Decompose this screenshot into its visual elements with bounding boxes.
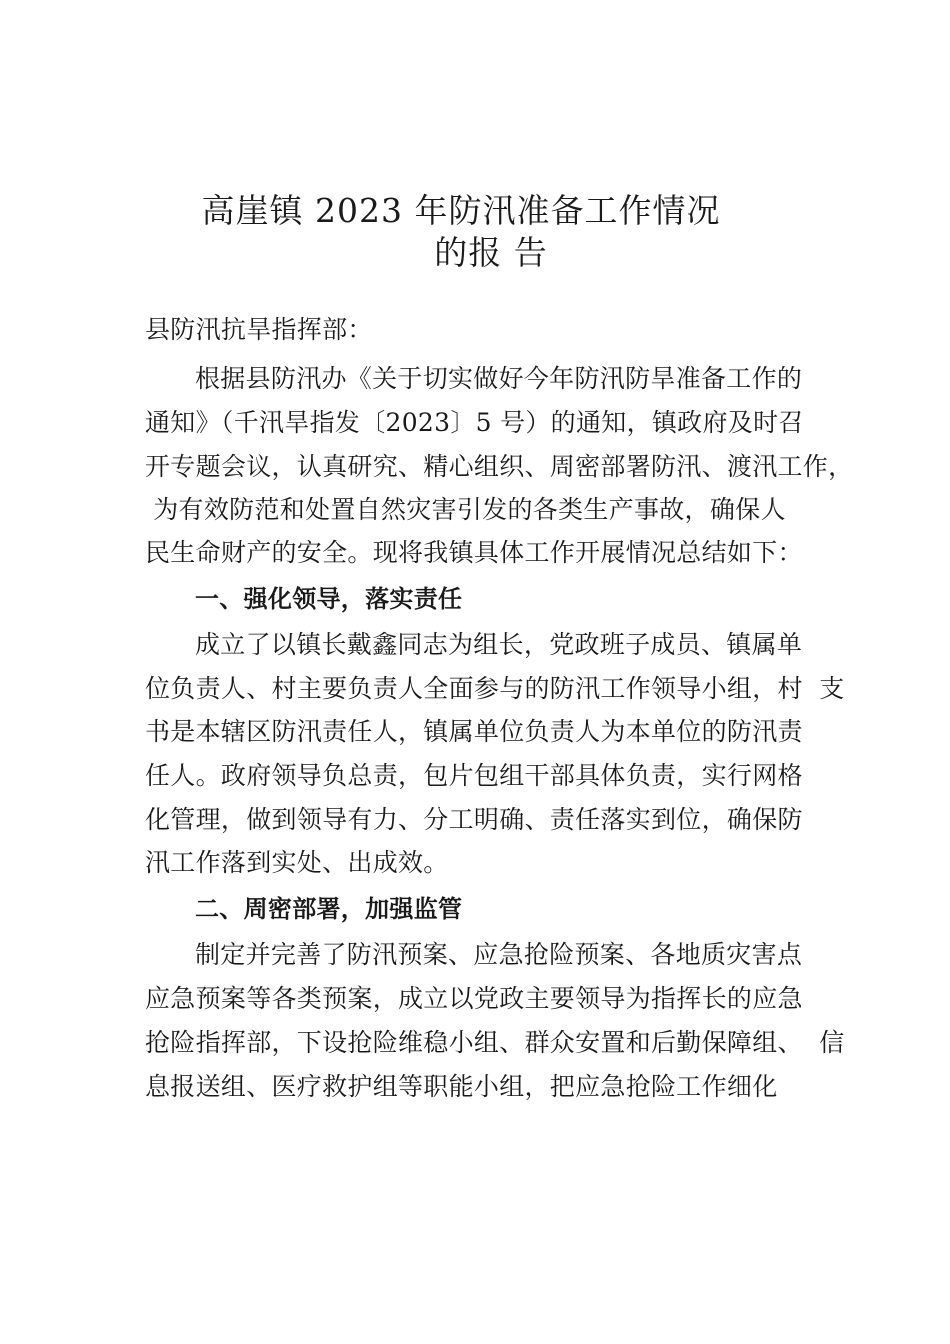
section-2-line: 制定并完善了防汛预案、应急抢险预案、各地质灾害点 — [195, 940, 803, 969]
section-1-line: 位负责人、村主要负责人全面参与的防汛工作领导小组，村 支 — [145, 674, 845, 703]
document-title-line-1: 高崖镇 2023 年防汛准备工作情况 — [201, 191, 721, 230]
intro-line: 为有效防范和处置自然灾害引发的各类生产事故，确保人 — [145, 495, 786, 524]
section-1-heading: 一、强化领导，落实责任 — [195, 585, 463, 613]
section-2-line: 息报送组、医疗救护组等职能小组，把应急抢险工作细化 — [145, 1072, 778, 1101]
section-1-line: 成立了以镇长戴鑫同志为组长，党政班子成员、镇属单 — [195, 630, 803, 659]
section-2-line: 抢险指挥部，下设抢险维稳小组、群众安置和后勤保障组、 信 — [145, 1028, 845, 1057]
section-1-line: 任人。政府领导负总责，包片包组干部具体负责，实行网格 — [145, 761, 803, 790]
section-1-line: 汛工作落到实处、出成效。 — [145, 848, 449, 877]
document-title-line-2: 的报 告 — [434, 233, 548, 272]
intro-line: 根据县防汛办《关于切实做好今年防汛防旱准备工作的 — [195, 364, 803, 393]
section-2-line: 应急预案等各类预案，成立以党政主要领导为指挥长的应急 — [145, 984, 803, 1013]
intro-line: 通知》（千汛旱指发〔2023〕5 号）的通知，镇政府及时召 — [145, 408, 804, 437]
section-2-heading: 二、周密部署，加强监管 — [195, 895, 463, 923]
intro-line: 开专题会议，认真研究、精心组织、周密部署防汛、渡汛工作， — [145, 452, 854, 481]
addressee: 县防汛抗旱指挥部： — [145, 315, 373, 344]
section-1-line: 化管理，做到领导有力、分工明确、责任落实到位，确保防 — [145, 805, 803, 834]
section-1-line: 书是本辖区防汛责任人，镇属单位负责人为本单位的防汛责 — [145, 717, 803, 746]
intro-line: 民生命财产的安全。现将我镇具体工作开展情况总结如下： — [145, 538, 803, 567]
